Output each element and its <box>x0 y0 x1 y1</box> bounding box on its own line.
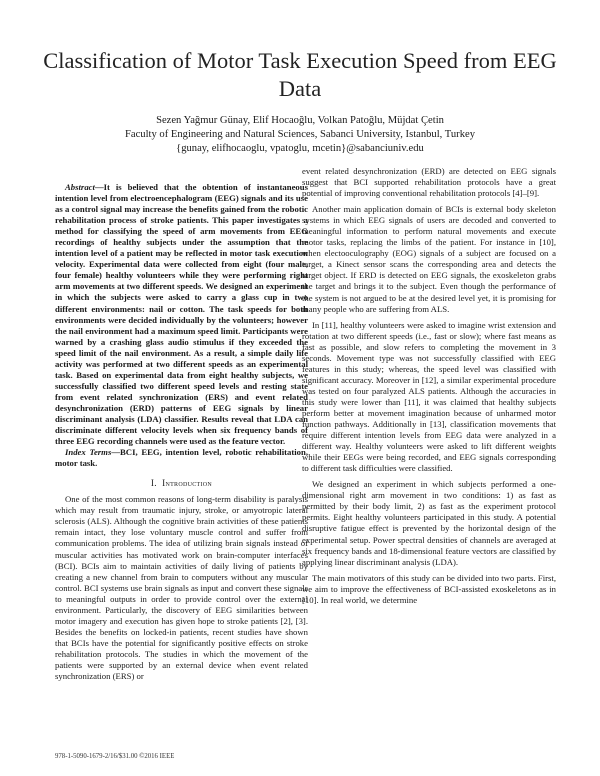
author-emails: {gunay, elifhocaoglu, vpatoglu, mcetin}@sabanciuniv.edu <box>176 143 424 154</box>
author-affiliation: Faculty of Engineering and Natural Sciences, Sabanci University, Istanbul, Turkey <box>124 129 475 140</box>
paragraph: The main motivators of this study can be divided into two parts. First, we aim to improve the effectiveness of BCI-assisted exoskeletons as in [10]. In real world, we determine <box>302 572 556 605</box>
section-number: I. <box>150 478 157 489</box>
left-column <box>55 182 308 682</box>
index-terms-label: Index Terms <box>65 447 112 458</box>
paragraph: event related desynchronization (ERD) are detected on EEG signals suggest that BCI supported rehabilitation protocols have a great potential of improving conventional rehabilitation protocols [4]–[9]. <box>302 166 556 199</box>
section-heading <box>55 478 308 489</box>
paragraph: We designed an experiment in which subjects performed a one-dimensional right arm movement in two conditions: 1) as fast as permitted by their body limit, 2) as fast as the experiment protocol permits. Eight healthy volunteers participated in this study. A potential disruptive fatigue effect is prevented by the horizontal design of the experimental setup. Power spectral densities of channels are averaged at six frequency bands and 18-dimensional feature vectors are classified by applying linear discriminant analysis (LDA). <box>302 479 556 567</box>
author-names: Sezen Yağmur Günay, Elif Hocaoğlu, Volkan Patoğlu, Müjdat Çetin <box>156 115 444 126</box>
copyright-footer: 978-1-5090-1679-2/16/$31.00 ©2016 IEEE <box>55 753 175 760</box>
author-block <box>40 114 560 156</box>
paragraph: One of the most common reasons of long-term disability is paralysis which may result from traumatic injury, stroke, or amyotropic lateral sclerosis (ALS). Although the cognitive brain activities of these patients remain intact, they lose voluntary muscle control and suffer from communication problems. The idea of utilizing brain signals instead of muscular activities has motivated work on brain-computer interfaces (BCI). BCIs aim to maintain activities of daily living of patients by creating a new channel from brain to computers without any muscular control. BCI systems use brain signals as input and convert these signals to meaningful outputs in order to provide control over the external environment. Particularly, the discovery of EEG similarities between motor imagery and execution has given hope to stroke patients [2], [3]. Besides the benefits on locked-in patients, recent studies have shown that BCIs have the potential for significantly positive effects on stroke rehabilitation protocols. The studies in which the movement of the patients were supported by an external device when event related synchronization (ERS) or <box>55 494 308 682</box>
index-terms <box>55 447 308 469</box>
index-terms-text: —BCI, EEG, intention level, robotic rehabilitation, motor task. <box>55 447 309 469</box>
paragraph: In [11], healthy volunteers were asked to imagine wrist extension and rotation at two different speeds (i.e., fast or slow); where fast means as fast as possible, and slow refers to completing the movement in 3 seconds. Movement type was not successfully classified with EEG features in this study; whereas, the speed level was classified with significant accuracy. Moreover in [12], a similar experimental procedure was tested on four paralyzed ALS patients. Although the accuracies in this study were lower than [11], it was claimed that healthy subjects perform better at movement imagination because of unharmed motor function pathways. Additionally in [13], classification movements that require different intention levels from EEG data were analyzed in a different way. Healthy volunteers were asked to lift different weights while their EEGs were being recorded, and EEG signals corresponding to different task difficulties were classified. <box>302 319 556 474</box>
abstract-text: —It is believed that the obtention of instantaneous intention level from electroencephalogram (EEG) signals and its use as a control signal may increase the benefits gained from the robotic rehabilitation process of stroke patients. This paper investigates a method for classifying the speed of arm movements from EEG recordings of healthy subjects under the assumption that the intention level of a patient may be reflected in motor task execution velocity. Experimental data were collected from eight (four male, four female) healthy volunteers while they were performing right arm movements at two different speeds. We designed an experiment in which the subjects were asked to carry a glass cup in two different environments: nail or cotton. The task speeds for both environments were decided individually by the volunteers; however the nail environment had a maximum speed limit. Participants were warned by a crashing glass audio stimulus if they exceeded the speed limit of the nail environment. As a result, a simple daily life activity was performed at two different speeds as an experimental task. Based on experimental data from eight healthy subjects, we successfully classified two different speed levels and resting state from event related synchronization (ERS) and event related desynchronization (ERD) patterns of EEG signals by linear discriminant analysis (LDA) classifier. Results reveal that LDA can discriminate different velocity levels when six frequency bands of three EEG recording channels were used as the feature vector. <box>55 182 308 447</box>
section-title: Introduction <box>162 478 213 489</box>
paragraph: Another main application domain of BCIs is external body skeleton systems in which EEG signals of users are decoded and converted to meaningful information to perform natural movements and execute motor tasks, replacing the limbs of the patient. For instance in [10], when electooculography (EOG) signals of a subject are focused on a target, a Kinect sensor scans the corresponding area and detects the target object. If ERD is detected on EEG signals, the exoskeleton grabs the target and brings it to the subject. Even though the performance of the system is not argued to be at the desired level yet, it is promising for many people who are suffering from ALS. <box>302 204 556 314</box>
right-column <box>302 166 556 606</box>
abstract-label: Abstract <box>65 182 95 192</box>
abstract <box>55 182 308 447</box>
paper-title: Classification of Motor Task Execution Speed from EEG Data <box>43 48 557 101</box>
